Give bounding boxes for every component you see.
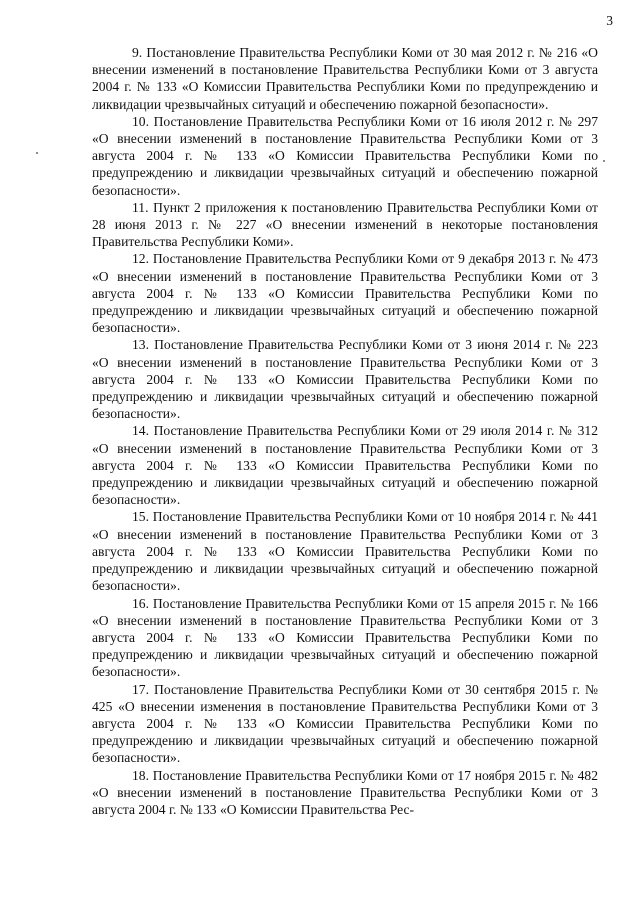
item-number: 11. [132, 199, 149, 215]
scan-speck [36, 152, 38, 154]
document-body [92, 44, 598, 818]
item-number: 16. [132, 595, 149, 611]
list-item [92, 595, 598, 681]
item-text: Постановление Правительства Республики Коми от 30 мая 2012 г. № 216 «О внесении изменений в постановление Правительства Республики Коми от 3 августа 2004 г. № 133 «О Комиссии Правительства Республики Коми по предупреждению и ликвидации чрезвычайных ситуаций и обеспечению пожарной безопасности». [92, 45, 598, 112]
list-item [92, 250, 598, 336]
item-text: Постановление Правительства Республики Коми от 16 июля 2012 г. № 297 «О внесении изменений в постановление Правительства Республики Коми от 3 августа 2004 г. № 133 «О Комиссии Правительства Республики Коми по предупреждению и ликвидации чрезвычайных ситуаций и обеспечению пожарной безопасности». [92, 113, 598, 198]
item-text: Постановление Правительства Республики Коми от 29 июля 2014 г. № 312 «О внесении изменений в постановление Правительства Республики Коми от 3 августа 2004 г. № 133 «О Комиссии Правительства Республики Коми по предупреждению и ликвидации чрезвычайных ситуаций и обеспечению пожарной безопасности». [92, 423, 598, 508]
item-text: Пункт 2 приложения к постановлению Правительства Республики Коми от 28 июня 2013 г. № 227 «О внесении изменений в некоторые постановления Правительства Республики Коми». [92, 199, 599, 250]
item-number: 12. [132, 251, 149, 267]
item-number: 9. [132, 45, 143, 60]
list-item [92, 681, 598, 767]
item-number: 18. [132, 767, 149, 783]
item-text: Постановление Правительства Республики Коми от 3 июня 2014 г. № 223 «О внесении изменений в постановление Правительства Республики Коми от 3 августа 2004 г. № 133 «О Комиссии Правительства Республики Коми по предупреждению и ликвидации чрезвычайных ситуаций и обеспечению пожарной безопасности». [92, 337, 598, 422]
item-text: Постановление Правительства Республики Коми от 17 ноября 2015 г. № 482 «О внесении изменений в постановление Правительства Республики Коми от 3 августа 2004 г. № 133 «О Комиссии Правительства Рес- [92, 767, 598, 817]
list-item [92, 422, 598, 508]
item-number: 17. [132, 681, 149, 697]
item-text: Постановление Правительства Республики Коми от 30 сентября 2015 г. № 425 «О внесении изменения в постановление Правительства Республики Коми от 3 августа 2004 г. № 133 «О Комиссии Правительства Республики Коми по предупреждению и ликвидации чрезвычайных ситуаций и обеспечению пожарной безопасности». [92, 681, 598, 766]
item-text: Постановление Правительства Республики Коми от 10 ноября 2014 г. № 441 «О внесении изменений в постановление Правительства Республики Коми от 3 августа 2004 г. № 133 «О Комиссии Правительства Республики Коми по предупреждению и ликвидации чрезвычайных ситуаций и обеспечению пожарной безопасности». [92, 509, 598, 594]
item-text: Постановление Правительства Республики Коми от 9 декабря 2013 г. № 473 «О внесении изменений в постановление Правительства Республики Коми от 3 августа 2004 г. № 133 «О Комиссии Правительства Республики Коми по предупреждению и ликвидации чрезвычайных ситуаций и обеспечению пожарной безопасности». [92, 251, 598, 336]
page-number: 3 [606, 13, 613, 28]
item-number: 13. [132, 337, 149, 353]
item-number: 14. [132, 423, 149, 439]
list-item [92, 767, 598, 819]
list-item [92, 44, 598, 113]
list-item [92, 199, 598, 251]
list-item [92, 113, 598, 199]
item-number: 15. [132, 509, 149, 525]
item-text: Постановление Правительства Республики Коми от 15 апреля 2015 г. № 166 «О внесении изменений в постановление Правительства Республики Коми от 3 августа 2004 г. № 133 «О Комиссии Правительства Республики Коми по предупреждению и ликвидации чрезвычайных ситуаций и обеспечению пожарной безопасности». [92, 595, 598, 680]
list-item [92, 336, 598, 422]
scan-speck [603, 160, 605, 162]
item-number: 10. [132, 113, 149, 129]
list-item [92, 508, 598, 594]
